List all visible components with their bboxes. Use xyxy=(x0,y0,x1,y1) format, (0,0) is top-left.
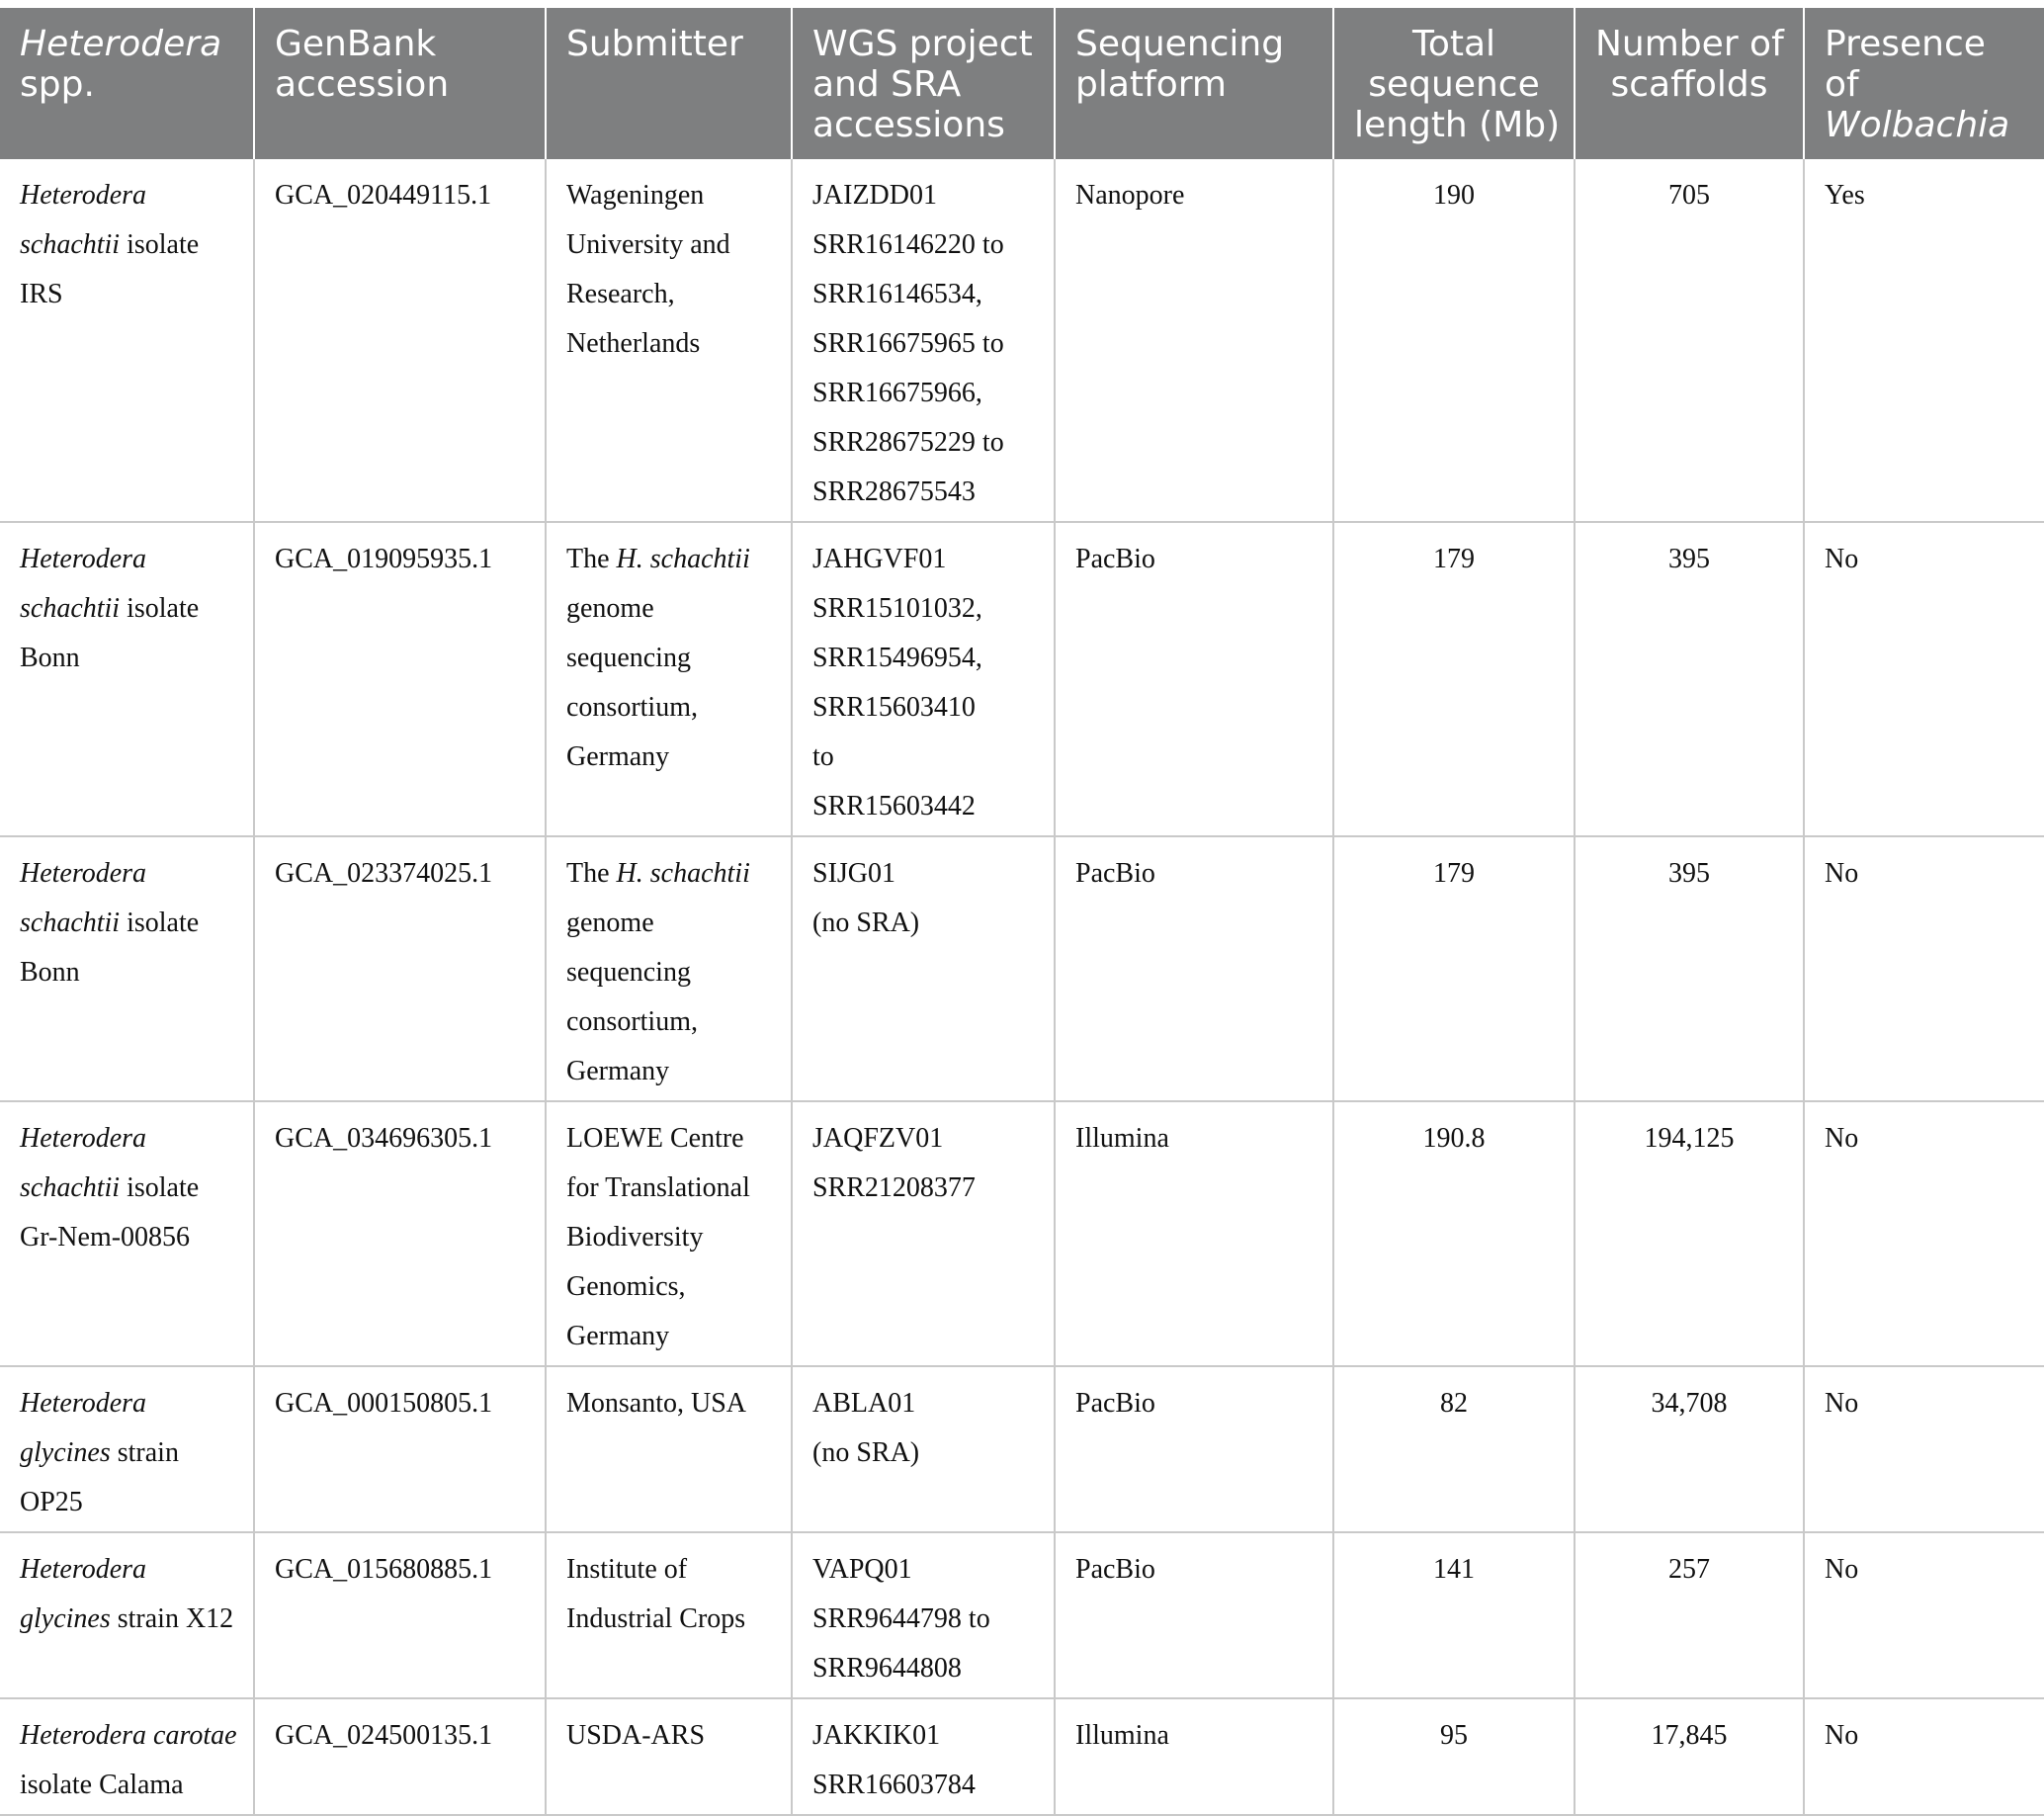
cell-species-line: Heterodera xyxy=(20,858,147,889)
cell-submitter xyxy=(546,1366,792,1532)
header-genbank-line: GenBank xyxy=(275,24,437,64)
cell-genbank xyxy=(254,1532,546,1698)
cell-wgs-line: JAKKIK01 xyxy=(812,1720,941,1751)
cell-submitter-line: sequencing xyxy=(566,957,691,988)
cell-wolbachia-value: No xyxy=(1825,858,1859,889)
header-wgs xyxy=(792,8,1055,159)
cell-length-value: 179 xyxy=(1433,858,1475,889)
cell-wgs xyxy=(792,836,1055,1101)
cell-species-line: schachtii isolate xyxy=(20,229,200,260)
cell-submitter-line: Industrial Crops xyxy=(566,1603,746,1634)
cell-wolbachia xyxy=(1804,1366,2044,1532)
cell-length xyxy=(1333,836,1575,1101)
cell-genbank xyxy=(254,836,546,1101)
header-platform-line: Sequencing xyxy=(1075,24,1285,64)
cell-wolbachia-value: No xyxy=(1825,1388,1859,1419)
cell-platform-value: Nanopore xyxy=(1075,180,1185,211)
cell-submitter-line: USDA-ARS xyxy=(566,1720,706,1751)
cell-wolbachia xyxy=(1804,1532,2044,1698)
cell-wgs-line: SRR16675966, xyxy=(812,378,982,408)
cell-scaffolds-value: 194,125 xyxy=(1644,1123,1735,1154)
cell-species-line: Bonn xyxy=(20,643,80,673)
cell-length-value: 82 xyxy=(1440,1388,1468,1419)
cell-wolbachia-value: No xyxy=(1825,544,1859,574)
cell-submitter-line: for Translational xyxy=(566,1172,750,1203)
cell-wolbachia-value: No xyxy=(1825,1720,1859,1751)
cell-wgs xyxy=(792,1101,1055,1366)
cell-wolbachia xyxy=(1804,1101,2044,1366)
cell-length-value: 179 xyxy=(1433,544,1475,574)
header-wgs-line: accessions xyxy=(812,105,1005,145)
cell-wgs-line: SRR28675543 xyxy=(812,476,976,507)
header-wolbachia-line: of xyxy=(1825,64,1859,105)
cell-scaffolds xyxy=(1575,522,1804,836)
header-row xyxy=(0,8,2044,159)
cell-species-line: Gr-Nem-00856 xyxy=(20,1222,191,1253)
cell-species xyxy=(0,1366,254,1532)
cell-genbank-value: GCA_015680885.1 xyxy=(275,1554,493,1585)
cell-platform xyxy=(1055,522,1333,836)
cell-wgs-line: SRR15101032, xyxy=(812,593,982,624)
cell-wgs xyxy=(792,1532,1055,1698)
cell-wolbachia xyxy=(1804,1698,2044,1815)
header-platform-line: platform xyxy=(1075,64,1227,105)
cell-length xyxy=(1333,522,1575,836)
header-scaffolds xyxy=(1575,8,1804,159)
table-row xyxy=(0,1101,2044,1366)
cell-wgs-line: SRR16146534, xyxy=(812,279,982,309)
cell-submitter-line: Research, xyxy=(566,279,675,309)
cell-platform-value: PacBio xyxy=(1075,1388,1155,1419)
cell-platform xyxy=(1055,1698,1333,1815)
cell-submitter-line: genome xyxy=(566,593,654,624)
header-scaffolds-line: Number of xyxy=(1595,24,1784,64)
cell-wgs-line: SRR21208377 xyxy=(812,1172,976,1203)
header-platform xyxy=(1055,8,1333,159)
cell-wgs-line: to xyxy=(812,741,834,772)
cell-submitter-line: LOEWE Centre xyxy=(566,1123,744,1154)
cell-scaffolds-value: 395 xyxy=(1668,858,1710,889)
cell-wgs-line: (no SRA) xyxy=(812,1437,920,1468)
cell-wgs-line: SRR9644808 xyxy=(812,1653,962,1684)
cell-submitter-line: sequencing xyxy=(566,643,691,673)
header-wolbachia-line: Wolbachia xyxy=(1825,105,2010,145)
header-length xyxy=(1333,8,1575,159)
table-row xyxy=(0,836,2044,1101)
cell-length-value: 190.8 xyxy=(1422,1123,1486,1154)
header-genbank-line: accession xyxy=(275,64,450,105)
cell-platform xyxy=(1055,1532,1333,1698)
cell-wgs xyxy=(792,1698,1055,1815)
cell-platform-value: PacBio xyxy=(1075,858,1155,889)
cell-genbank-value: GCA_024500135.1 xyxy=(275,1720,493,1751)
cell-wgs-line: (no SRA) xyxy=(812,908,920,938)
cell-species xyxy=(0,1532,254,1698)
cell-platform-value: Illumina xyxy=(1075,1123,1169,1154)
cell-scaffolds xyxy=(1575,1101,1804,1366)
header-submitter-line: Submitter xyxy=(566,24,743,64)
cell-genbank-value: GCA_034696305.1 xyxy=(275,1123,493,1154)
cell-scaffolds-value: 705 xyxy=(1668,180,1710,211)
cell-submitter-line: Genomics, xyxy=(566,1271,686,1302)
cell-length xyxy=(1333,159,1575,522)
cell-wgs-line: JAIZDD01 xyxy=(812,180,937,211)
cell-wgs-line: VAPQ01 xyxy=(812,1554,912,1585)
cell-species-line: glycines strain xyxy=(20,1437,179,1468)
header-wgs-line: and SRA xyxy=(812,64,962,105)
cell-species-line: Heterodera carotae xyxy=(20,1720,237,1751)
cell-wgs-line: SRR9644798 to xyxy=(812,1603,990,1634)
cell-species xyxy=(0,836,254,1101)
cell-wgs-line: JAHGVF01 xyxy=(812,544,947,574)
genome-assemblies-table xyxy=(0,8,2044,1816)
cell-platform-value: PacBio xyxy=(1075,544,1155,574)
cell-length-value: 95 xyxy=(1440,1720,1468,1751)
cell-wgs xyxy=(792,522,1055,836)
cell-species-line: Heterodera xyxy=(20,1388,147,1419)
cell-species-line: schachtii isolate xyxy=(20,1172,200,1203)
header-scaffolds-line: scaffolds xyxy=(1610,64,1768,105)
cell-wgs-line: SRR15603410 xyxy=(812,692,976,723)
cell-genbank xyxy=(254,159,546,522)
cell-submitter-line: Netherlands xyxy=(566,328,701,359)
header-species-line: Heterodera xyxy=(20,24,222,64)
cell-submitter-line: consortium, xyxy=(566,692,698,723)
cell-platform xyxy=(1055,1101,1333,1366)
cell-submitter-line: Germany xyxy=(566,741,670,772)
header-submitter xyxy=(546,8,792,159)
header-wolbachia-line: Presence xyxy=(1825,24,1986,64)
cell-wgs-line: SRR16675965 to xyxy=(812,328,1004,359)
cell-species xyxy=(0,1101,254,1366)
cell-species-line: OP25 xyxy=(20,1487,83,1517)
cell-wgs xyxy=(792,1366,1055,1532)
cell-wgs-line: ABLA01 xyxy=(812,1388,916,1419)
cell-scaffolds xyxy=(1575,836,1804,1101)
table-body xyxy=(0,159,2044,1815)
cell-submitter-line: Wageningen xyxy=(566,180,705,211)
cell-species-line: IRS xyxy=(20,279,63,309)
cell-platform xyxy=(1055,836,1333,1101)
cell-species xyxy=(0,1698,254,1815)
cell-genbank-value: GCA_020449115.1 xyxy=(275,180,492,211)
cell-submitter-line: Germany xyxy=(566,1321,670,1351)
cell-wgs-line: SRR28675229 to xyxy=(812,427,1004,458)
cell-species-line: Heterodera xyxy=(20,180,147,211)
cell-wolbachia-value: No xyxy=(1825,1123,1859,1154)
cell-genbank-value: GCA_023374025.1 xyxy=(275,858,493,889)
cell-wolbachia-value: No xyxy=(1825,1554,1859,1585)
cell-length-value: 141 xyxy=(1433,1554,1475,1585)
header-species xyxy=(0,8,254,159)
cell-platform-value: PacBio xyxy=(1075,1554,1155,1585)
cell-wgs-line: SRR15496954, xyxy=(812,643,982,673)
cell-scaffolds xyxy=(1575,1532,1804,1698)
cell-species xyxy=(0,159,254,522)
cell-length xyxy=(1333,1101,1575,1366)
cell-species-line: Heterodera xyxy=(20,1554,147,1585)
cell-length xyxy=(1333,1698,1575,1815)
header-length-line: Total xyxy=(1411,24,1496,64)
cell-scaffolds xyxy=(1575,159,1804,522)
cell-wgs-line: SRR16603784 xyxy=(812,1770,976,1800)
header-length-line: sequence xyxy=(1368,64,1540,105)
cell-wgs-line: SRR15603442 xyxy=(812,791,976,822)
cell-submitter-line: Germany xyxy=(566,1056,670,1086)
cell-wgs-line: JAQFZV01 xyxy=(812,1123,944,1154)
cell-submitter xyxy=(546,1101,792,1366)
cell-submitter xyxy=(546,836,792,1101)
cell-submitter-line: The H. schachtii xyxy=(566,544,750,574)
table-header xyxy=(0,8,2044,159)
cell-submitter-line: Monsanto, USA xyxy=(566,1388,747,1419)
cell-genbank xyxy=(254,522,546,836)
cell-submitter xyxy=(546,159,792,522)
cell-wolbachia xyxy=(1804,159,2044,522)
table-row xyxy=(0,1532,2044,1698)
cell-submitter xyxy=(546,1698,792,1815)
cell-genbank xyxy=(254,1698,546,1815)
cell-submitter-line: University and xyxy=(566,229,730,260)
cell-scaffolds-value: 395 xyxy=(1668,544,1710,574)
cell-species xyxy=(0,522,254,836)
table-row xyxy=(0,159,2044,522)
cell-species-line: Bonn xyxy=(20,957,80,988)
cell-scaffolds-value: 257 xyxy=(1668,1554,1710,1585)
cell-submitter-line: The H. schachtii xyxy=(566,858,750,889)
header-length-line: length (Mb) xyxy=(1354,105,1561,145)
cell-species-line: Heterodera xyxy=(20,544,147,574)
cell-species-line: glycines strain X12 xyxy=(20,1603,234,1634)
cell-submitter-line: genome xyxy=(566,908,654,938)
cell-platform xyxy=(1055,1366,1333,1532)
cell-wolbachia-value: Yes xyxy=(1825,180,1865,211)
header-wgs-line: WGS project xyxy=(812,24,1033,64)
cell-genbank xyxy=(254,1366,546,1532)
genome-table-container xyxy=(0,8,2044,1816)
cell-scaffolds-value: 17,845 xyxy=(1651,1720,1728,1751)
cell-genbank-value: GCA_019095935.1 xyxy=(275,544,493,574)
cell-platform-value: Illumina xyxy=(1075,1720,1169,1751)
cell-platform xyxy=(1055,159,1333,522)
cell-wgs-line: SRR16146220 to xyxy=(812,229,1004,260)
cell-submitter xyxy=(546,522,792,836)
cell-length xyxy=(1333,1532,1575,1698)
cell-wgs-line: SIJG01 xyxy=(812,858,896,889)
cell-species-line: schachtii isolate xyxy=(20,593,200,624)
cell-species-line: schachtii isolate xyxy=(20,908,200,938)
cell-species-line: Heterodera xyxy=(20,1123,147,1154)
header-wolbachia xyxy=(1804,8,2044,159)
cell-species-line: isolate Calama xyxy=(20,1770,184,1800)
cell-wolbachia xyxy=(1804,836,2044,1101)
cell-length xyxy=(1333,1366,1575,1532)
header-genbank xyxy=(254,8,546,159)
header-species-line: spp. xyxy=(20,64,95,105)
cell-genbank-value: GCA_000150805.1 xyxy=(275,1388,493,1419)
cell-wolbachia xyxy=(1804,522,2044,836)
cell-submitter xyxy=(546,1532,792,1698)
table-row xyxy=(0,1366,2044,1532)
cell-genbank xyxy=(254,1101,546,1366)
cell-scaffolds xyxy=(1575,1698,1804,1815)
cell-scaffolds xyxy=(1575,1366,1804,1532)
cell-submitter-line: Institute of xyxy=(566,1554,688,1585)
table-row xyxy=(0,522,2044,836)
table-row xyxy=(0,1698,2044,1815)
cell-scaffolds-value: 34,708 xyxy=(1651,1388,1728,1419)
cell-wgs xyxy=(792,159,1055,522)
cell-length-value: 190 xyxy=(1433,180,1475,211)
cell-submitter-line: Biodiversity xyxy=(566,1222,704,1253)
cell-submitter-line: consortium, xyxy=(566,1006,698,1037)
